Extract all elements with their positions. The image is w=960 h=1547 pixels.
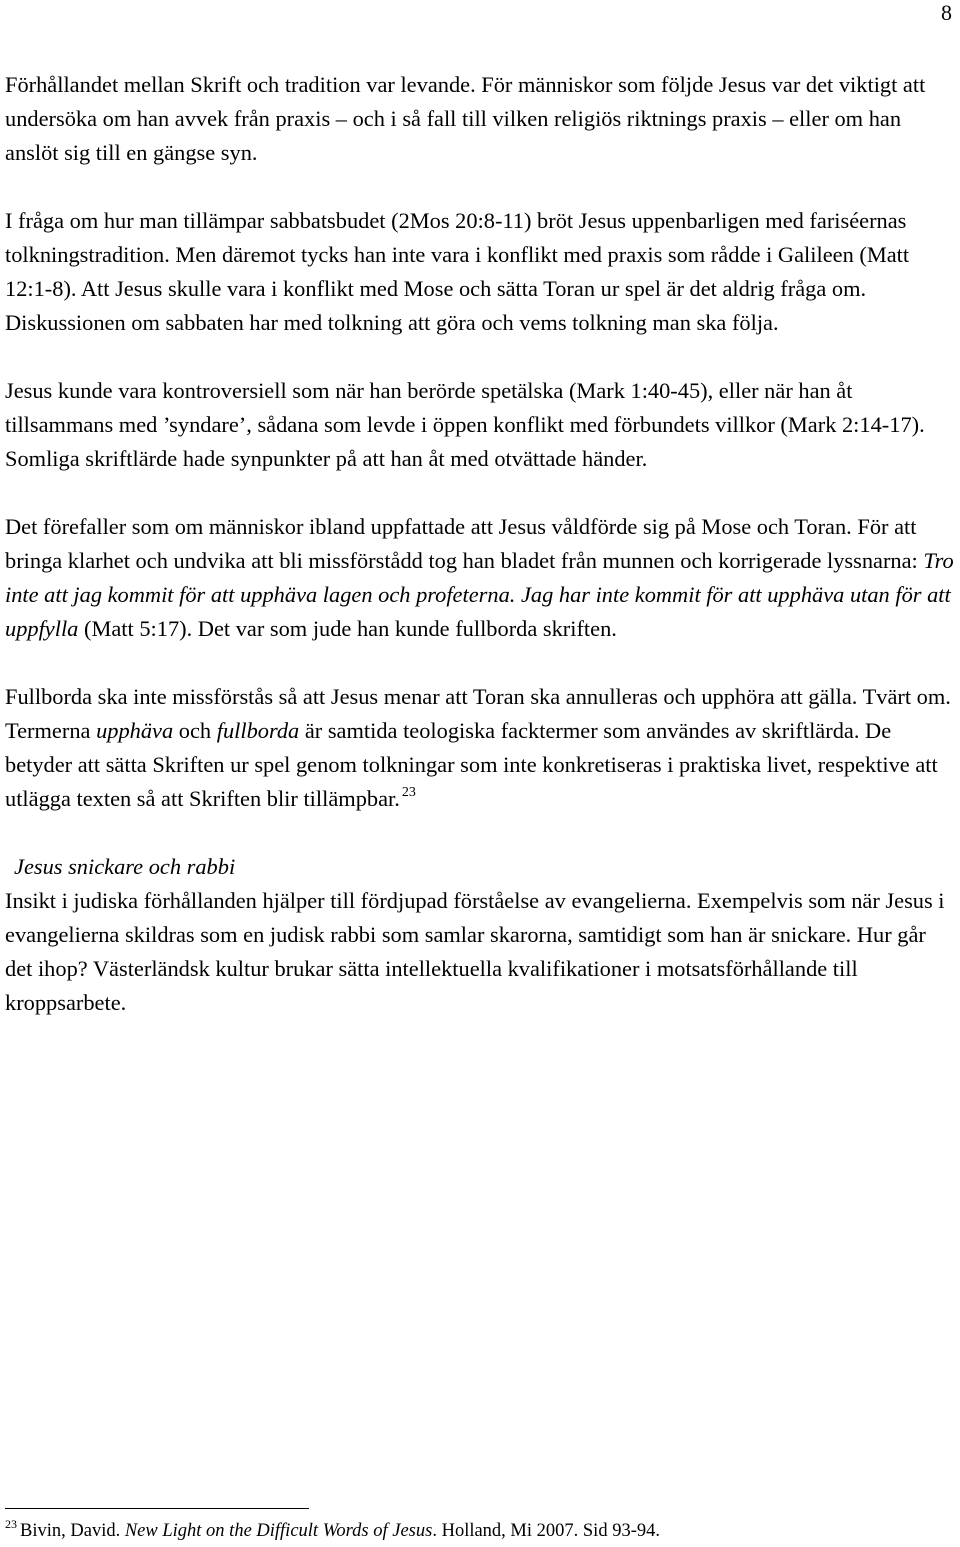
footnote-number: 23 bbox=[5, 1517, 17, 1531]
footnote bbox=[5, 1519, 955, 1543]
paragraph-fulfil-law bbox=[5, 510, 955, 646]
paragraph-text: är samtida teologiska facktermer som användes av skriftlärda. De betyder att sätta Skriften ur spel genom tolkningar som inte konkretiseras i praktiska livet, respektive att utlägga texten så att Skriften blir tillämpbar. bbox=[5, 718, 938, 811]
term-uphava: upphäva bbox=[96, 718, 174, 743]
paragraph-sabbath: I fråga om hur man tillämpar sabbatsbudet (2Mos 20:8-11) bröt Jesus uppenbarligen med fariséernas tolkningstradition. Men däremot tycks han inte vara i konflikt med praxis som rådde i Galileen (Matt 12:1-8). Att Jesus skulle vara i konflikt med Mose och sätta Toran ur spel är det aldrig fråga om. Diskussionen om sabbaten har med tolkning att göra och vems tolkning man ska följa. bbox=[5, 208, 910, 335]
paragraph-text: Fullborda ska inte missförstås så att Jesus menar att Toran ska annulleras och upphöra att gälla. Tvärt om. Termerna bbox=[5, 684, 951, 743]
paragraph-tradition: Förhållandet mellan Skrift och tradition var levande. För människor som följde Jesus var det viktigt att undersöka om han avvek från praxis – och i så fall till vilken religiös riktnings praxis – eller om han anslöt sig till en gängse syn. bbox=[5, 72, 926, 165]
section-heading: Jesus snickare och rabbi bbox=[14, 854, 236, 879]
paragraph-carpenter-rabbi: Insikt i judiska förhållanden hjälper till fördjupad förståelse av evangelierna. Exempelvis som när Jesus i evangelierna skildras som en judisk rabbi som samlar skarorna, samtidigt som han är snickare. Hur går det ihop? Västerländsk kultur brukar sätta intellektuella kvalifikationer i motsatsförhållande till kroppsarbete. bbox=[5, 888, 945, 1015]
bible-quote: Tro inte att jag kommit för att upphäva lagen och profeterna. Jag har inte kommit för att upphäva utan för att uppfylla bbox=[5, 548, 954, 641]
page-body bbox=[5, 68, 955, 1020]
footnote-divider bbox=[5, 1508, 309, 1509]
footnote-reference[interactable]: 23 bbox=[401, 785, 416, 800]
footnote-author: Bivin, David. bbox=[20, 1521, 125, 1541]
page-number: 8 bbox=[941, 0, 952, 25]
footnote-title: New Light on the Difficult Words of Jesus bbox=[124, 1521, 433, 1541]
paragraph-text: Det förefaller som om människor ibland uppfattade att Jesus våldförde sig på Mose och Toran. För att bringa klarhet och undvika att bli missförstådd tog han bladet från munnen och korrigerade lyssnarna: bbox=[5, 514, 924, 573]
paragraph-terms bbox=[5, 680, 955, 816]
paragraph-controversy: Jesus kunde vara kontroversiell som när han berörde spetälska (Mark 1:40-45), eller när han åt tillsammans med ’syndare’, sådana som levde i öppen konflikt med förbundets villkor (Mark 2:14-17). Somliga skriftlärde hade synpunkter på att han åt med otvättade händer. bbox=[5, 378, 925, 471]
term-fullborda: fullborda bbox=[216, 718, 300, 743]
paragraph-text: (Matt 5:17). Det var som jude han kunde fullborda skriften. bbox=[78, 616, 617, 641]
paragraph-text: och bbox=[173, 718, 217, 743]
footnote-details: . Holland, Mi 2007. Sid 93-94. bbox=[432, 1521, 660, 1541]
